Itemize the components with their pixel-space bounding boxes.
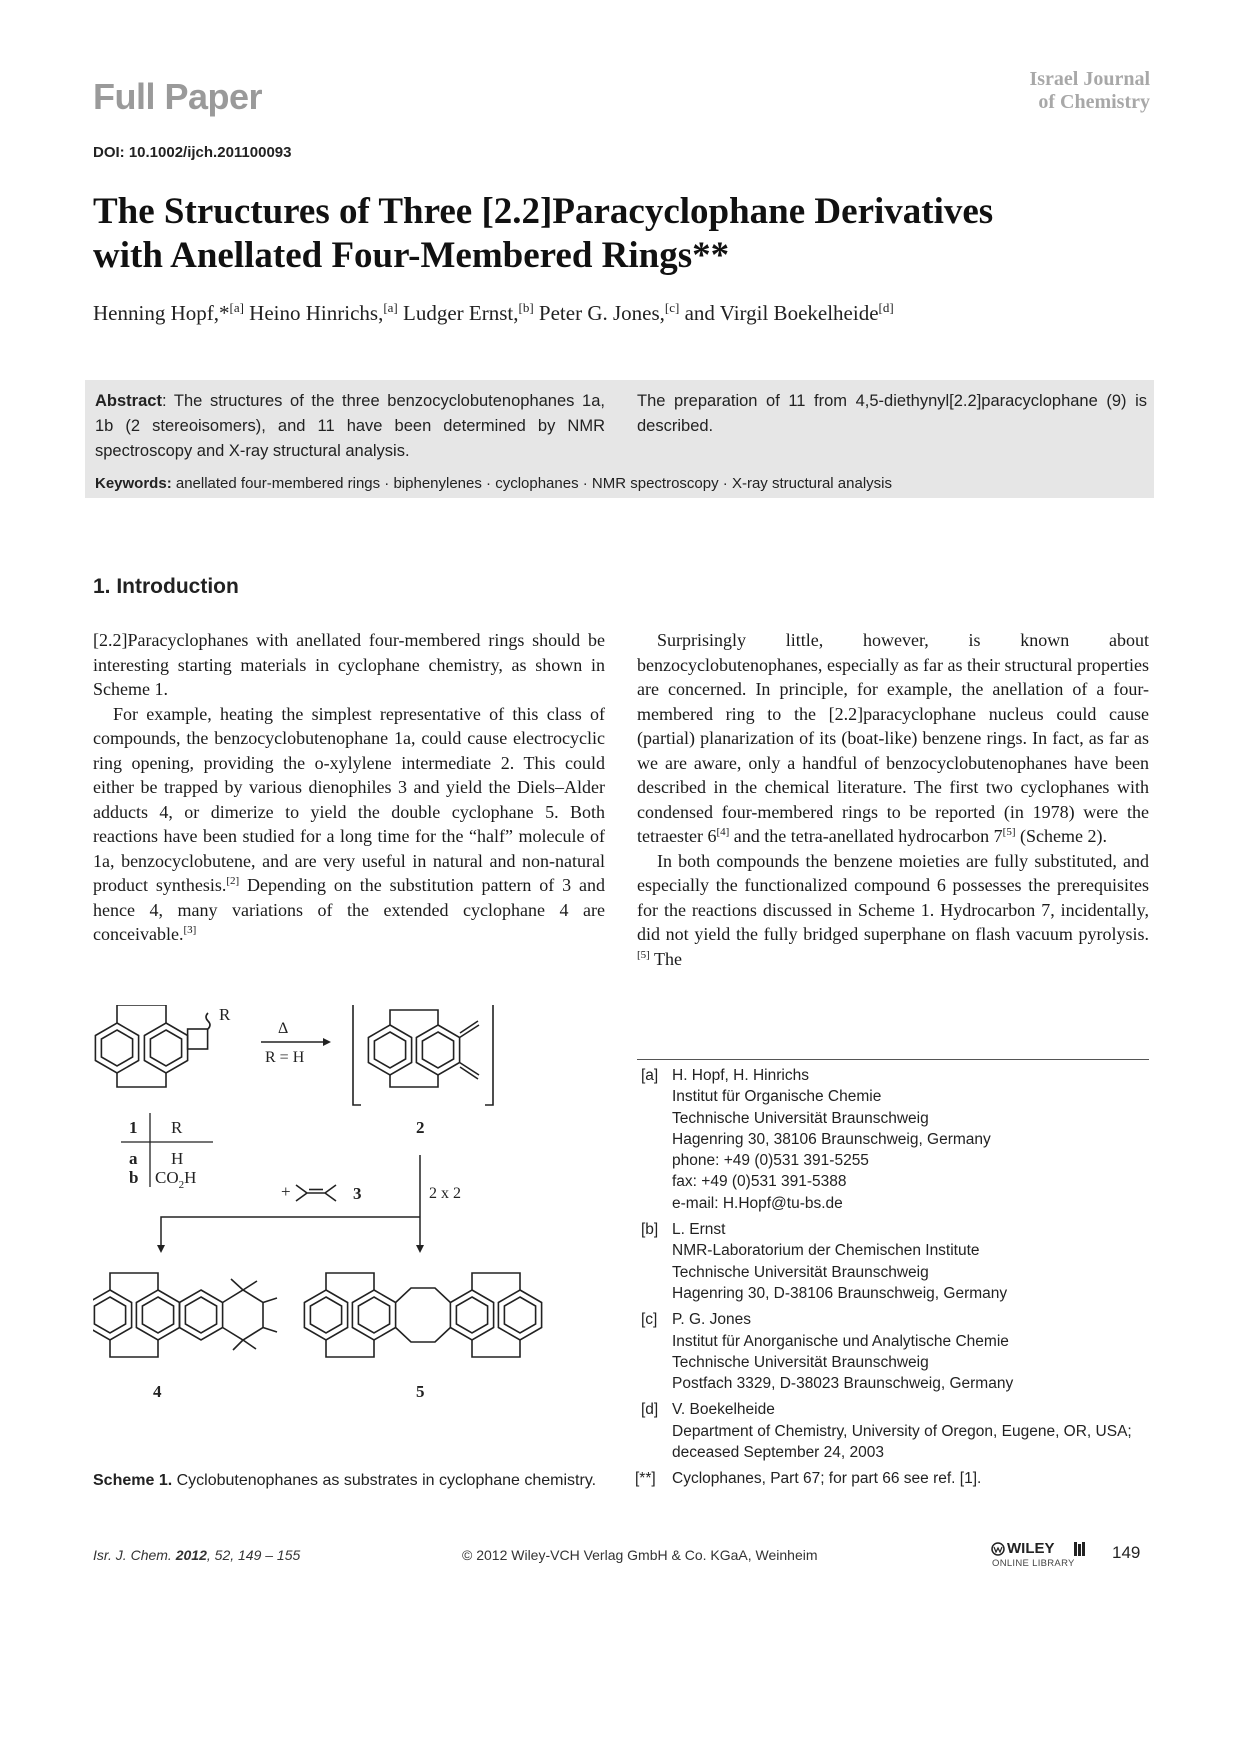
affiliation-tag: [c] (641, 1311, 658, 1329)
affiliation-line: Technische Universität Braunschweig (672, 1109, 929, 1127)
author-name: Ludger Ernst, (403, 301, 519, 325)
author-affiliation-mark: [b] (518, 300, 534, 315)
structure-compound-1 (95, 1005, 210, 1087)
affiliation-line: NMR-Laboratorium der Chemischen Institute (672, 1242, 980, 1260)
logo-wordmark: WILEY (1007, 1540, 1055, 1557)
arrow-head (416, 1245, 424, 1253)
article-title-line2: with Anellated Four-Membered Rings** (93, 235, 730, 276)
author-list (93, 300, 1153, 326)
table-cell: $CO_2H$ (155, 1168, 197, 1191)
keywords-label: Keywords: (95, 475, 172, 492)
caption-text: Cyclobutenophanes as substrates in cyclophane chemistry. (172, 1472, 597, 1489)
paragraph-text: and the tetra-anellated hydrocarbon 7 (729, 826, 1003, 846)
paragraph (637, 849, 1149, 972)
author-affiliation-mark: [a] (229, 300, 244, 315)
condition-label: R = H (265, 1049, 305, 1066)
table-row-label: a (129, 1149, 138, 1168)
affiliation-phone: phone: +49 (0)531 391-5255 (672, 1152, 869, 1170)
affiliations-divider (637, 1059, 1149, 1060)
arrow-head (323, 1038, 331, 1046)
affiliation-line: Technische Universität Braunschweig (672, 1263, 929, 1281)
section-heading-introduction: 1. Introduction (93, 575, 239, 598)
caption-label: Scheme 1. (93, 1472, 173, 1489)
compound-number-4: 4 (153, 1382, 162, 1401)
reference-link[interactable]: [4] (716, 826, 730, 838)
article-title (93, 190, 1153, 278)
compound-number-3: 3 (353, 1184, 362, 1203)
citation-year: 2012 (175, 1547, 207, 1563)
section-label: Full Paper (93, 76, 263, 117)
affiliations (637, 1065, 1157, 1495)
structure-compound-3 (296, 1185, 336, 1201)
wiley-logo[interactable] (990, 1539, 1090, 1571)
copyright: © 2012 Wiley-VCH Verlag GmbH & Co. KGaA, Weinheim (462, 1547, 818, 1563)
abstract-left-column (95, 389, 605, 464)
affiliation-line: Postfach 3329, D-38023 Braunschweig, Germany (672, 1375, 1014, 1393)
compound-number-2: 2 (416, 1118, 425, 1137)
structure-compound-5 (304, 1273, 541, 1357)
citation-volume: , 52, 149 – 155 (206, 1547, 301, 1563)
logo-subtitle: ONLINE LIBRARY (992, 1558, 1075, 1569)
paragraph-text: For example, heating the simplest representative of this class of compounds, the benzocyclobutenophane 1a, could cause electrocyclic ring opening, providing the o-xylylene intermediate 2. This could either be trapped by various dienophiles 3 and yield the Diels–Alder adducts 4, or dimerize to yield the double cyclophane 5. Both reactions have been studied for a long time for the “half” molecule of 1a, benzocyclobutene, and are very useful in natural and non-natural product synthesis. (93, 703, 605, 895)
substituent-label: R (219, 1005, 231, 1024)
paragraph-text: The (649, 948, 682, 969)
citation-journal: Isr. J. Chem. (93, 1547, 176, 1563)
affiliation-line: L. Ernst (672, 1221, 726, 1239)
author-affiliation-mark: [c] (664, 300, 680, 315)
author[interactable] (403, 301, 534, 325)
author[interactable] (539, 301, 679, 325)
author[interactable] (685, 301, 894, 325)
affiliation-line: Hagenring 30, 38106 Braunschweig, Germany (672, 1130, 991, 1148)
affiliation-line: P. G. Jones (672, 1311, 751, 1329)
journal-name (1029, 68, 1150, 114)
paragraph-text: In both compounds the benzene moieties are fully substituted, and especially the functionalized compound 6 possesses the prerequisites for the reactions discussed in Scheme 1. Hydrocarbon 7, incidentally, did not yield the fully bridged superphane on flash vacuum pyrolysis. (637, 850, 1149, 944)
affiliation-line: H. Hopf, H. Hinrichs (672, 1067, 809, 1084)
scheme-1-figure (93, 1005, 605, 1450)
journal-name-line2: of Chemistry (1038, 91, 1150, 113)
affiliation-footnote (637, 1468, 1157, 1489)
doi[interactable]: DOI: 10.1002/ijch.201100093 (93, 144, 292, 161)
affiliation-line: Technische Universität Braunschweig (672, 1353, 929, 1371)
affiliation-tag: [d] (641, 1401, 659, 1419)
paragraph-text: Surprisingly little, however, is known about benzocyclobutenophanes, especially as far as their structural properties are concerned. In principle, for example, the anellation of a four-membered ring to the [2.2]paracyclophane nucleus could cause (partial) planarization of its (boat-like) benzene rings. In fact, as far as we are aware, only a handful of benzocyclobutenophanes have been described in the chemical literature. The first two cyclophanes with condensed four-membered rings to be reported (in 1978) were the tetraester 6 (637, 630, 1149, 846)
paragraph-text: Depending on the substitution pattern of 3 and hence 4, many variations of the extended cyclophane 4 are conceivable. (93, 875, 605, 944)
arrow-head (157, 1245, 165, 1253)
affiliation-c (637, 1309, 1157, 1394)
table-header-R: R (171, 1118, 183, 1137)
author[interactable] (249, 301, 398, 325)
compound-number-5: 5 (416, 1382, 425, 1401)
affiliation-tag: [**] (635, 1470, 656, 1488)
reference-link[interactable]: [2] (226, 875, 240, 887)
body-column-right (637, 628, 1149, 971)
dimerization-label: 2 x 2 (429, 1185, 461, 1202)
paragraph (93, 702, 605, 947)
keywords (95, 475, 892, 492)
abstract-right-column: The preparation of 11 from 4,5-diethynyl[2.2]paracyclophane (9) is described. (637, 392, 1147, 435)
author-affiliation-mark: [d] (878, 300, 894, 315)
paragraph (637, 628, 1149, 849)
author-affiliation-mark: [a] (383, 300, 398, 315)
citation (93, 1547, 300, 1563)
table-cell: H (171, 1149, 184, 1168)
reaction-scheme (93, 1005, 605, 1450)
affiliation-line: Hagenring 30, D-38106 Braunschweig, Germany (672, 1284, 1008, 1302)
substituent-table (121, 1113, 213, 1191)
affiliation-d (637, 1399, 1157, 1463)
structure-compound-2 (353, 1005, 493, 1105)
author-name: Heino Hinrichs, (249, 301, 384, 325)
trapping-arrow (161, 1217, 420, 1245)
paragraph-text: (Scheme 2). (1015, 826, 1107, 846)
abstract-label: Abstract (95, 392, 162, 410)
page-number: 149 (1112, 1543, 1141, 1562)
author-name: Henning Hopf,* (93, 301, 230, 325)
author-name: and Virgil Boekelheide (684, 301, 879, 325)
scheme-caption (93, 1470, 605, 1492)
compound-number-1: 1 (129, 1118, 138, 1137)
article-title-line1: The Structures of Three [2.2]Paracyclophane Derivatives (93, 191, 994, 232)
journal-name-line1: Israel Journal (1029, 68, 1150, 90)
structure-compound-4 (93, 1273, 277, 1357)
abstract-box (85, 380, 1154, 498)
affiliation-line: deceased September 24, 2003 (672, 1444, 884, 1462)
abstract-text: : The structures of the three benzocyclobutenophanes 1a, 1b (2 stereoisomers), and 11 have been determined by NMR spectroscopy and X-ray structural analysis. (95, 392, 605, 460)
author[interactable] (93, 301, 244, 325)
affiliation-b (637, 1219, 1157, 1304)
paragraph: [2.2]Paracyclophanes with anellated four-membered rings should be interesting starting materials in cyclophane chemistry, as shown in Scheme 1. (93, 630, 605, 699)
plus-sign: + (281, 1182, 291, 1201)
reference-link[interactable]: [5] (637, 948, 650, 961)
affiliation-fax: fax: +49 (0)531 391-5388 (672, 1173, 847, 1191)
heat-symbol: Δ (278, 1020, 289, 1037)
affiliation-line: V. Boekelheide (672, 1401, 775, 1419)
affiliation-a (637, 1065, 1157, 1214)
affiliation-line: Department of Chemistry, University of Oregon, Eugene, OR, USA; (672, 1422, 1132, 1440)
author-name: Peter G. Jones, (538, 301, 665, 325)
affiliation-email[interactable]: e-mail: H.Hopf@tu-bs.de (672, 1194, 843, 1212)
body-column-left (93, 628, 605, 947)
table-row-label: b (129, 1168, 139, 1187)
affiliation-line: Institut für Organische Chemie (672, 1088, 882, 1106)
keywords-list: anellated four-membered rings · biphenylenes · cyclophanes · NMR spectroscopy · X-ray structural analysis (175, 475, 892, 492)
affiliation-line: Institut für Anorganische und Analytische Chemie (672, 1332, 1009, 1350)
affiliation-line: Cyclophanes, Part 67; for part 66 see ref. [1]. (672, 1470, 982, 1488)
affiliation-tag: [a] (641, 1067, 659, 1084)
reference-link[interactable]: [5] (1002, 826, 1016, 838)
affiliation-tag: [b] (641, 1221, 659, 1239)
reference-link[interactable]: [3] (183, 924, 197, 936)
